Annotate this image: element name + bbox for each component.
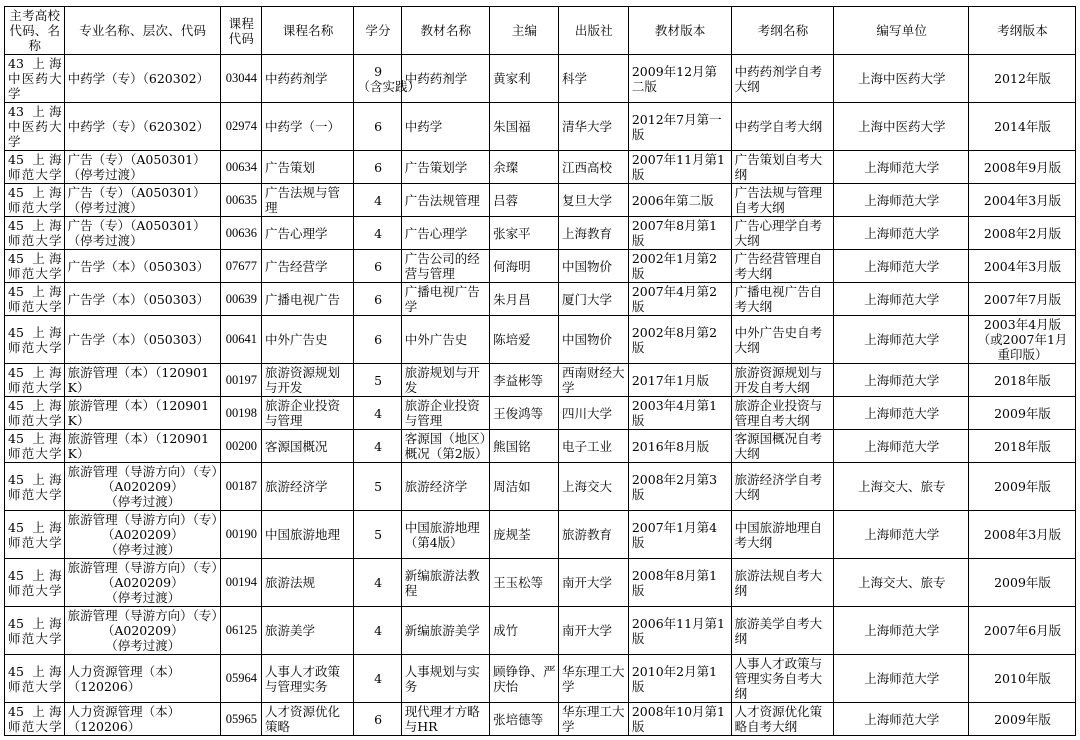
cell-credit: 4: [354, 217, 401, 250]
cell-syllabus-name: 客源国概况自考大纲: [731, 430, 834, 463]
cell-press: 南开大学: [558, 607, 628, 655]
cell-course-name: 人事人才政策与管理实务: [261, 655, 354, 703]
cell-edition: 2006年11月第1版: [628, 607, 731, 655]
cell-syllabus-name: 广播电视广告自考大纲: [731, 283, 834, 316]
cell-press: 华东理工大学: [558, 703, 628, 736]
cell-book: 旅游规划与开发: [401, 364, 489, 397]
table-row: [5, 103, 1076, 151]
cell-major: [64, 703, 220, 736]
col-header-editor: 主编: [490, 7, 559, 55]
cell-unit: 上海师范大学: [834, 511, 969, 559]
cell-syllabus-version: 2009年版: [969, 559, 1076, 607]
cell-editor: 顾铮铮、严庆怡: [490, 655, 559, 703]
cell-syllabus-version: 2008年9月版: [969, 151, 1076, 184]
table-row: [5, 463, 1076, 511]
cell-course-code: 03044: [220, 55, 261, 103]
cell-course-name: 旅游美学: [261, 607, 354, 655]
cell-press: 南开大学: [558, 559, 628, 607]
cell-editor: 庞规荃: [490, 511, 559, 559]
cell-book: 人事规划与实务: [401, 655, 489, 703]
cell-unit: 上海师范大学: [834, 703, 969, 736]
cell-syllabus-version: 2018年版: [969, 364, 1076, 397]
cell-course-code: 05964: [220, 655, 261, 703]
cell-course-code: 00639: [220, 283, 261, 316]
cell-course-name: 中国旅游地理: [261, 511, 354, 559]
cell-unit: 上海师范大学: [834, 316, 969, 364]
cell-major-line: （120206）: [67, 719, 141, 734]
cell-major-line: （停考过渡）: [105, 638, 181, 653]
cell-major: [64, 559, 224, 607]
cell-course-code: 00197: [220, 364, 261, 397]
cell-book: 广告策划学: [401, 151, 489, 184]
cell-course-code: 00190: [220, 511, 261, 559]
cell-major: [64, 655, 220, 703]
cell-major: [64, 184, 220, 217]
cell-course-code: 00641: [220, 316, 261, 364]
cell-school: 45 上海师范大学: [5, 511, 65, 559]
cell-school: 45 上海师范大学: [5, 430, 65, 463]
cell-major-line: （120206）: [67, 678, 141, 694]
cell-syllabus-name: 中外广告史自考大纲: [731, 316, 834, 364]
cell-edition: 2007年11月第1版: [628, 151, 731, 184]
cell-syllabus-name: 旅游企业投资与管理自考大纲: [731, 397, 834, 430]
cell-major-line: （停考过渡）: [105, 590, 181, 605]
cell-syllabus-version: 2008年2月版: [969, 217, 1076, 250]
table-row: [5, 151, 1076, 184]
cell-syllabus-name: 旅游美学自考大纲: [731, 607, 834, 655]
cell-major: 旅游管理（本）（120901K）: [64, 364, 220, 397]
cell-credit: 5: [354, 511, 401, 559]
cell-course-name: 中药学（一）: [261, 103, 354, 151]
cell-press: 复旦大学: [558, 184, 628, 217]
cell-syllabus-version: 2007年6月版: [969, 607, 1076, 655]
cell-syllabus-name: 中药学自考大纲: [731, 103, 834, 151]
cell-credit: 6: [354, 250, 401, 283]
cell-credit: 4: [354, 430, 401, 463]
cell-book: 新编旅游美学: [401, 607, 489, 655]
table-body: [5, 55, 1076, 736]
cell-course-code: 05965: [220, 703, 261, 736]
cell-major-line: 人力资源管理（本）: [67, 704, 181, 719]
cell-course-name: 中外广告史: [261, 316, 354, 364]
cell-unit: 上海师范大学: [834, 283, 969, 316]
cell-editor: 黄家利: [490, 55, 559, 103]
cell-school: 43 上海中医药大学: [5, 55, 65, 103]
cell-school: 45 上海师范大学: [5, 283, 65, 316]
cell-credit: 6: [354, 316, 401, 364]
cell-course-code: 00200: [220, 430, 261, 463]
cell-major-line: 旅游管理（导游方向）（专）: [67, 464, 224, 479]
cell-editor: 张家平: [490, 217, 559, 250]
cell-edition: 2008年10月第1版: [628, 703, 731, 736]
cell-book: 新编旅游法教程: [401, 559, 489, 607]
cell-major-line: （A020209）: [101, 479, 184, 494]
cell-major-line: 旅游管理（导游方向）（专）: [67, 560, 224, 575]
header-row: [5, 7, 1076, 55]
cell-syllabus-version: 2009年版: [969, 463, 1076, 511]
cell-press: 江西高校: [558, 151, 628, 184]
cell-course-code: 00634: [220, 151, 261, 184]
cell-credit: 6: [354, 283, 401, 316]
cell-edition: 2008年2月第3版: [628, 463, 731, 511]
cell-course-code: 00187: [220, 463, 261, 511]
cell-syllabus-version: 2007年7月版: [969, 283, 1076, 316]
cell-major-line: （停考过渡）: [67, 200, 143, 215]
cell-school: 45 上海师范大学: [5, 607, 65, 655]
cell-syllabus-version-line: 重印版）: [997, 347, 1048, 362]
cell-syllabus-name: 广告心理学自考大纲: [731, 217, 834, 250]
cell-course-code: 07677: [220, 250, 261, 283]
cell-credit: 6: [354, 103, 401, 151]
cell-syllabus-version: 2008年3月版: [969, 511, 1076, 559]
cell-editor: 王俊鸿等: [490, 397, 559, 430]
cell-school: 43 上海中医药大学: [5, 103, 65, 151]
cell-book: 广告心理学: [401, 217, 489, 250]
cell-major-line: 广告（专）（A050301）: [67, 152, 206, 167]
cell-school: 45 上海师范大学: [5, 250, 65, 283]
cell-edition: 2010年2月第1版: [628, 655, 731, 703]
cell-press: 上海教育: [558, 217, 628, 250]
col-header-syllabus-version: 考纲版本: [969, 7, 1076, 55]
cell-editor: 何海明: [490, 250, 559, 283]
cell-course-code: 02974: [220, 103, 261, 151]
cell-editor: 熊国铭: [490, 430, 559, 463]
cell-credit: 4: [354, 397, 401, 430]
cell-major-line: 旅游管理（导游方向）（专）: [67, 512, 224, 527]
cell-major-line: （停考过渡）: [105, 542, 181, 557]
cell-school: 45 上海师范大学: [5, 463, 65, 511]
col-header-edition: 教材版本: [628, 7, 731, 55]
cell-syllabus-name: 广告策划自考大纲: [731, 151, 834, 184]
cell-press: 中国物价: [558, 250, 628, 283]
cell-major-line: 广告（专）（A050301）: [67, 218, 206, 233]
cell-unit: 上海中医药大学: [834, 55, 969, 103]
cell-major: 广告学（本）（050303）: [64, 283, 220, 316]
cell-credit: 5: [354, 463, 401, 511]
cell-major-line: （停考过渡）: [105, 494, 181, 509]
cell-edition: 2012年7月第一版: [628, 103, 731, 151]
cell-book: 中外广告史: [401, 316, 489, 364]
cell-course-name: 人才资源优化策略: [261, 703, 354, 736]
table-row: [5, 364, 1076, 397]
cell-syllabus-version: 2010年版: [969, 655, 1076, 703]
cell-course-name: 旅游法规: [261, 559, 354, 607]
col-header-unit: 编写单位: [834, 7, 969, 55]
cell-press: 旅游教育: [558, 511, 628, 559]
cell-editor: 成竹: [490, 607, 559, 655]
cell-major: 中药学（专）（620302）: [64, 55, 220, 103]
cell-editor: 朱国福: [490, 103, 559, 151]
col-header-course-name: 课程名称: [261, 7, 354, 55]
cell-unit: 上海师范大学: [834, 655, 969, 703]
cell-credit: 4: [354, 607, 401, 655]
cell-course-name: 广告心理学: [261, 217, 354, 250]
cell-book: 客源国（地区）概况（第2版）: [401, 430, 489, 463]
cell-credit-line: 9: [374, 63, 383, 79]
cell-edition: 2007年1月第4版: [628, 511, 731, 559]
cell-school: 45 上海师范大学: [5, 364, 65, 397]
cell-school: 45 上海师范大学: [5, 316, 65, 364]
cell-syllabus-version: 2014年版: [969, 103, 1076, 151]
cell-major: [64, 607, 224, 655]
cell-syllabus-name: 人事人才政策与管理实务自考大纲: [731, 655, 834, 703]
cell-credit: 4: [354, 655, 401, 703]
cell-major: 旅游管理（本）（120901K）: [64, 397, 220, 430]
cell-unit: 上海师范大学: [834, 397, 969, 430]
col-header-book: 教材名称: [401, 7, 489, 55]
cell-press: 科学: [558, 55, 628, 103]
cell-edition: 2009年12月第二版: [628, 55, 731, 103]
cell-major-line: 旅游管理（导游方向）（专）: [67, 608, 224, 623]
cell-course-name: 旅游资源规划与开发: [261, 364, 354, 397]
cell-major: [64, 463, 224, 511]
cell-book: 中国旅游地理（第4版）: [401, 511, 489, 559]
cell-major-line: （A020209）: [101, 575, 184, 590]
cell-major: 广告学（本）（050303）: [64, 316, 220, 364]
cell-course-code: 00194: [220, 559, 261, 607]
cell-press: 中国物价: [558, 316, 628, 364]
cell-press: 清华大学: [558, 103, 628, 151]
cell-syllabus-name: 旅游经济学自考大纲: [731, 463, 834, 511]
cell-major-line: 广告（专）（A050301）: [67, 185, 206, 200]
cell-major-line: （A020209）: [101, 623, 184, 638]
cell-school: 45 上海师范大学: [5, 151, 65, 184]
cell-syllabus-version: 2004年3月版: [969, 250, 1076, 283]
cell-syllabus-name: 旅游资源规划与开发自考大纲: [731, 364, 834, 397]
cell-book: 现代理才方略与HR: [401, 703, 489, 736]
cell-course-code: 00198: [220, 397, 261, 430]
cell-major-line: 人力资源管理（本）: [67, 663, 181, 679]
table-row: [5, 316, 1076, 364]
cell-course-name: 中药药剂学: [261, 55, 354, 103]
cell-syllabus-name: 中药药剂学自考大纲: [731, 55, 834, 103]
cell-course-name: 广播电视广告: [261, 283, 354, 316]
cell-unit: 上海师范大学: [834, 250, 969, 283]
cell-school: 45 上海师范大学: [5, 397, 65, 430]
cell-book: 旅游企业投资与管理: [401, 397, 489, 430]
table-row: [5, 655, 1076, 703]
table-row: [5, 250, 1076, 283]
cell-unit: 上海交大、旅专: [834, 463, 969, 511]
cell-book: 旅游经济学: [401, 463, 489, 511]
cell-editor: 吕蓉: [490, 184, 559, 217]
cell-course-code: 00636: [220, 217, 261, 250]
cell-editor: 朱月昌: [490, 283, 559, 316]
cell-school: 45 上海师范大学: [5, 703, 65, 736]
table-row: [5, 430, 1076, 463]
cell-course-name: 广告经营学: [261, 250, 354, 283]
cell-major-line: （停考过渡）: [67, 167, 143, 182]
cell-major: [64, 217, 220, 250]
cell-editor: 陈培爱: [490, 316, 559, 364]
cell-syllabus-version: 2004年3月版: [969, 184, 1076, 217]
table-row: [5, 397, 1076, 430]
cell-syllabus-version: 2009年版: [969, 397, 1076, 430]
table-row: [5, 607, 1076, 655]
cell-course-code: 00635: [220, 184, 261, 217]
cell-major: [64, 511, 224, 559]
cell-unit: 上海师范大学: [834, 184, 969, 217]
table-row: [5, 184, 1076, 217]
cell-edition: 2006年第二版: [628, 184, 731, 217]
cell-school: 45 上海师范大学: [5, 184, 65, 217]
cell-book: 广播电视广告学: [401, 283, 489, 316]
cell-syllabus-name: 广告法规与管理自考大纲: [731, 184, 834, 217]
table-row: [5, 55, 1076, 103]
cell-edition: 2016年8月版: [628, 430, 731, 463]
cell-syllabus-name: 中国旅游地理自考大纲: [731, 511, 834, 559]
cell-book: 中药学: [401, 103, 489, 151]
cell-credit: [354, 55, 420, 103]
cell-unit: 上海师范大学: [834, 217, 969, 250]
cell-unit: 上海师范大学: [834, 607, 969, 655]
cell-press: 四川大学: [558, 397, 628, 430]
cell-unit: 上海中医药大学: [834, 103, 969, 151]
cell-editor: 余璨: [490, 151, 559, 184]
cell-course-name: 广告法规与管理: [261, 184, 354, 217]
cell-press: 上海交大: [558, 463, 628, 511]
cell-editor: 王玉松等: [490, 559, 559, 607]
cell-edition: 2017年1月版: [628, 364, 731, 397]
col-header-school: 主考高校代码、名称: [5, 7, 65, 55]
cell-major-line: （停考过渡）: [67, 233, 143, 248]
table-row: [5, 283, 1076, 316]
table-row: [5, 217, 1076, 250]
col-header-major: 专业名称、层次、代码: [64, 7, 220, 55]
cell-syllabus-version: 2018年版: [969, 430, 1076, 463]
col-header-syllabus-name: 考纲名称: [731, 7, 834, 55]
cell-edition: 2002年1月第2版: [628, 250, 731, 283]
cell-course-name: 广告策划: [261, 151, 354, 184]
cell-unit: 上海师范大学: [834, 430, 969, 463]
cell-edition: 2007年8月第1版: [628, 217, 731, 250]
cell-credit: 4: [354, 184, 401, 217]
cell-course-name: 旅游企业投资与管理: [261, 397, 354, 430]
cell-school: 45 上海师范大学: [5, 217, 65, 250]
cell-school: 45 上海师范大学: [5, 559, 65, 607]
cell-press: 厦门大学: [558, 283, 628, 316]
cell-edition: 2007年4月第2版: [628, 283, 731, 316]
cell-credit: 5: [354, 364, 401, 397]
syllabus-table: [4, 6, 1076, 736]
cell-school: 45 上海师范大学: [5, 655, 65, 703]
table-header: [5, 7, 1076, 55]
cell-syllabus-name: 人才资源优化策略自考大纲: [731, 703, 834, 736]
cell-syllabus-version-line: 2003年4月版: [983, 317, 1062, 332]
cell-syllabus-version: 2012年版: [969, 55, 1076, 103]
cell-unit: 上海师范大学: [834, 151, 969, 184]
cell-syllabus-version: [969, 316, 1076, 364]
cell-editor: 李益彬等: [490, 364, 559, 397]
cell-unit: 上海交大、旅专: [834, 559, 969, 607]
cell-major-line: （A020209）: [101, 527, 184, 542]
cell-major: 旅游管理（本）（120901K）: [64, 430, 220, 463]
cell-major: [64, 151, 220, 184]
cell-edition: 2002年8月第2版: [628, 316, 731, 364]
cell-syllabus-name: 旅游法规自考大纲: [731, 559, 834, 607]
cell-press: 华东理工大学: [558, 655, 628, 703]
col-header-course-code: 课程代码: [220, 7, 261, 55]
cell-major: 广告学（本）（050303）: [64, 250, 220, 283]
cell-course-code: 06125: [220, 607, 261, 655]
cell-credit: 4: [354, 559, 401, 607]
cell-credit: 6: [354, 703, 401, 736]
cell-book: 广告法规管理: [401, 184, 489, 217]
cell-syllabus-version-line: （或2007年1月: [977, 332, 1068, 347]
cell-unit: 上海师范大学: [834, 364, 969, 397]
cell-edition: 2003年4月第1版: [628, 397, 731, 430]
cell-major: 中药学（专）（620302）: [64, 103, 220, 151]
cell-credit-line: （含实践）: [357, 78, 420, 94]
cell-editor: 张培德等: [490, 703, 559, 736]
cell-book: 中药药剂学: [401, 55, 489, 103]
col-header-credit: 学分: [354, 7, 401, 55]
cell-book: 广告公司的经营与管理: [401, 250, 489, 283]
cell-edition: 2008年8月第1版: [628, 559, 731, 607]
cell-press: 西南财经大学: [558, 364, 628, 397]
table-row: [5, 511, 1076, 559]
table-row: [5, 559, 1076, 607]
cell-course-name: 旅游经济学: [261, 463, 354, 511]
cell-editor: 周洁如: [490, 463, 559, 511]
cell-syllabus-version: 2009年版: [969, 703, 1076, 736]
cell-syllabus-name: 广告经营管理自考大纲: [731, 250, 834, 283]
table-row: [5, 703, 1076, 736]
col-header-press: 出版社: [558, 7, 628, 55]
cell-credit: 6: [354, 151, 401, 184]
cell-course-name: 客源国概况: [261, 430, 354, 463]
cell-press: 电子工业: [558, 430, 628, 463]
